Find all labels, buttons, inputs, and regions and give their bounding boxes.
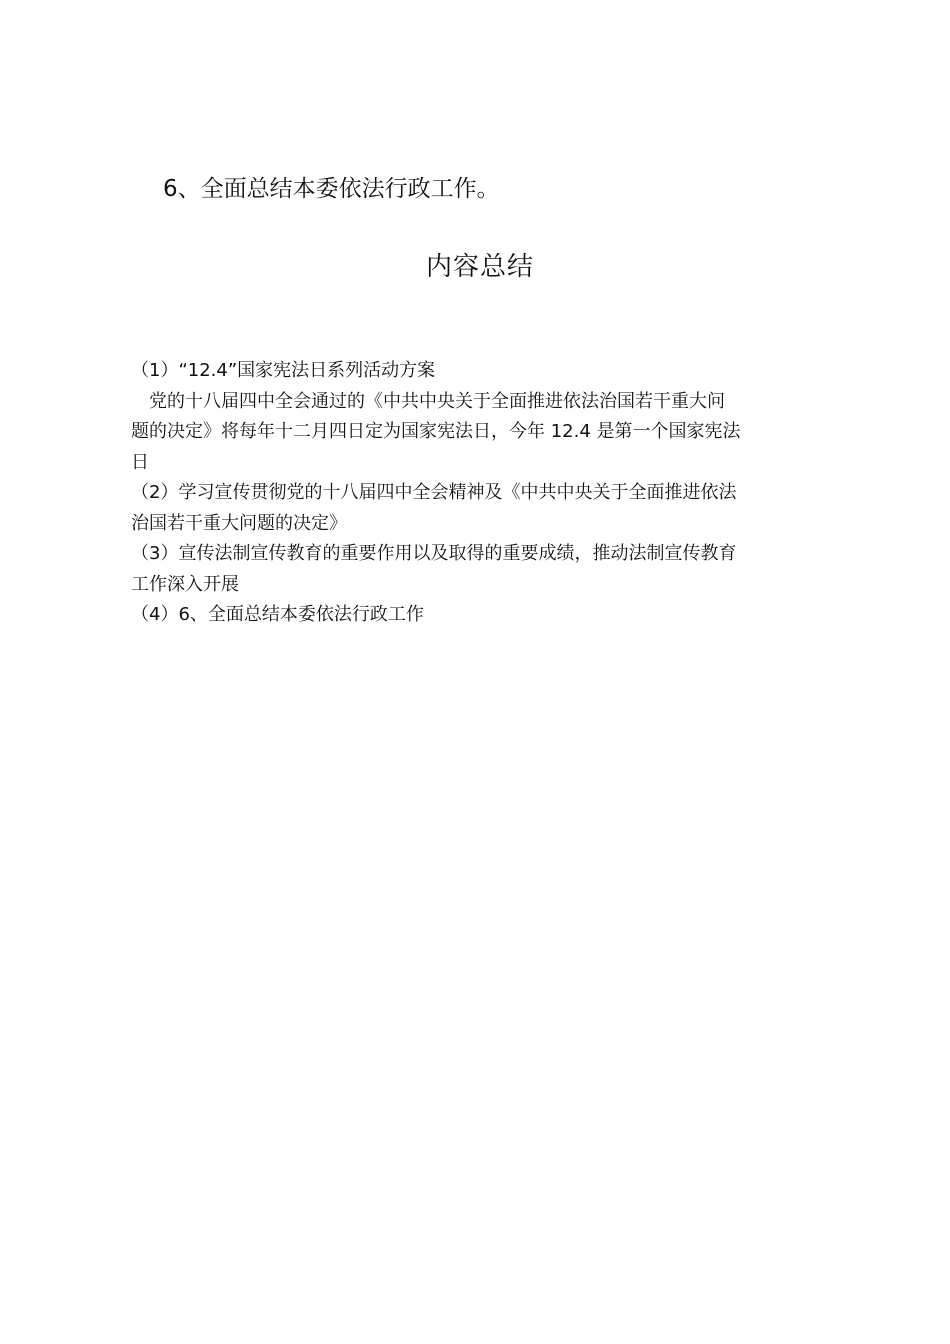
summary-paragraph-line: 日 [131, 451, 149, 473]
item-heading: 6、全面总结本委依法行政工作。 [163, 176, 500, 202]
summary-body [131, 356, 831, 631]
summary-item-4: （4）6、全面总结本委依法行政工作 [131, 604, 424, 625]
summary-item-2-continuation: 治国若干重大问题的决定》 [131, 512, 347, 534]
summary-item-3-continuation: 工作深入开展 [131, 573, 239, 595]
summary-title: 内容总结 [425, 252, 534, 282]
summary-paragraph-line: 题的决定》将每年十二月四日定为国家宪法日，今年 12.4 是第一个国家宪法 [131, 421, 741, 442]
summary-item-3: （3）宣传法制宣传教育的重要作用以及取得的重要成绩，推动法制宣传教育 [131, 543, 737, 564]
summary-item-1: （1）“12.4”国家宪法日系列活动方案 [131, 360, 436, 381]
summary-paragraph-line: 党的十八届四中全会通过的《中共中央关于全面推进依法治国若干重大问 [149, 390, 725, 412]
summary-item-2: （2）学习宣传贯彻党的十八届四中全会精神及《中共中央关于全面推进依法 [131, 482, 737, 503]
